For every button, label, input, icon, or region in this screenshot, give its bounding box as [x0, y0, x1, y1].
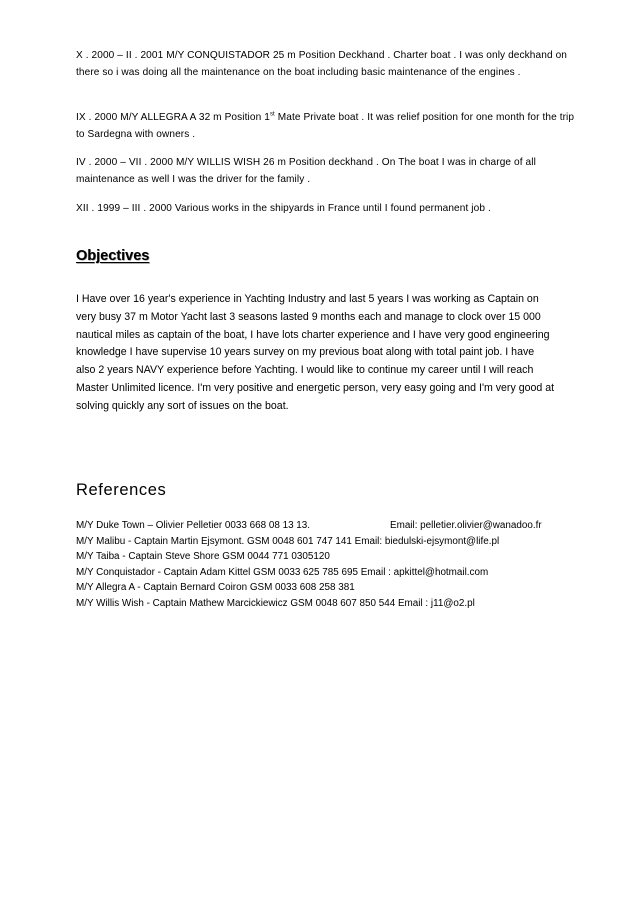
references-heading: References	[76, 481, 167, 499]
reference-email: Email: pelletier.olivier@wanadoo.fr	[390, 520, 542, 531]
reference-text: M/Y Taiba - Captain Steve Shore GSM 0044 771 0305120	[76, 551, 330, 563]
reference-item	[76, 534, 576, 550]
ordinal-suffix: st	[269, 111, 275, 118]
experience-text: XII . 1999 – III . 2000 Various works in the shipyards in France until I found permanent job .	[76, 203, 491, 214]
reference-item	[76, 580, 576, 596]
objectives-heading: Objectives	[76, 248, 150, 264]
experience-entry-allegra	[76, 109, 576, 143]
experience-text: IV . 2000 – VII . 2000 M/Y WILLIS WISH 26 m Position deckhand . On The boat I was in charge of all maintenance as well I was the driver for the family .	[76, 157, 536, 185]
experience-entry-conquistador	[76, 47, 576, 81]
experience-entry-shipyards	[76, 200, 576, 217]
reference-text: M/Y Duke Town – Olivier Pelletier 0033 668 08 13 13.	[76, 520, 311, 531]
reference-item	[76, 596, 576, 612]
reference-item	[76, 518, 576, 534]
objectives-paragraph: I Have over 16 year's experience in Yachting Industry and last 5 years I was working as Captain on very busy 37 m Motor Yacht last 3 seasons lasted 9 months each and manage to clock over 15 000 nautical miles as captain of the boat, I have lots charter experience and I have very good engineering knowledge I have supervise 10 years survey on my previous boat along with total paint job. I have also 2 years NAVY experience before Yachting. I would like to continue my career until I will reach Master Unlimited licence. I'm very positive and energetic person, very easy going and I'm very good at solving quickly any sort of issues on the boat.	[76, 293, 555, 412]
reference-item	[76, 549, 576, 565]
references-list	[76, 518, 576, 612]
experience-text: IX . 2000 M/Y ALLEGRA A 32 m Position 1st Mate Private boat . It was relief position for one month for the trip to Sardegna with owners .	[76, 111, 575, 140]
reference-item	[76, 565, 576, 581]
experience-entry-willis-wish	[76, 154, 576, 188]
reference-text: M/Y Conquistador - Captain Adam Kittel GSM 0033 625 785 695 Email : apkittel@hotmail.com	[76, 566, 489, 578]
reference-text: M/Y Malibu - Captain Martin Ejsymont. GSM 0048 601 747 141 Email: biedulski-ejsymont@life.pl	[76, 535, 500, 547]
experience-text: X . 2000 – II . 2001 M/Y CONQUISTADOR 25 m Position Deckhand . Charter boat . I was only deckhand on there so i was doing all the maintenance on the boat including basic maintenance of the engines .	[76, 50, 567, 78]
reference-text: M/Y Willis Wish - Captain Mathew Marcickiewicz GSM 0048 607 850 544 Email : j11@o2.pl	[76, 597, 475, 609]
reference-text: M/Y Allegra A - Captain Bernard Coiron GSM 0033 608 258 381	[76, 582, 355, 594]
